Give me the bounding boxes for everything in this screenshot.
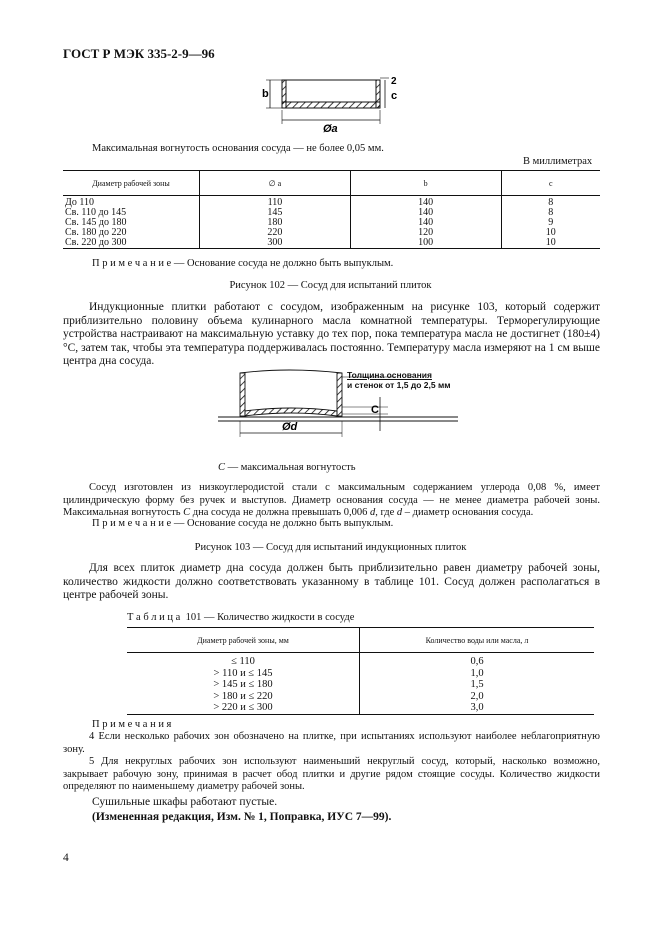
table1-cell: 180 <box>200 218 351 228</box>
paragraph-text: Для всех плиток диаметр дна сосуда должен быть приблизительно равен диаметру рабочей зоны, количество жидкости должно соответствовать указанному в таблице 101. Сосуд должен располагаться в центре рабочей зоны. <box>63 562 600 601</box>
table-row <box>127 668 594 680</box>
note-4: 4 Если несколько рабочих зон обозначено на плитке, при испытаниях используют наиболее неблагоприятную зону. <box>63 731 600 755</box>
table-row <box>63 218 600 228</box>
figure-103-legend <box>218 462 356 473</box>
table1-cell: 8 <box>501 208 600 218</box>
paragraph-induction <box>63 301 600 369</box>
table1-cell: 9 <box>501 218 600 228</box>
var-d: d <box>396 507 403 518</box>
table1-cell: 120 <box>350 228 501 238</box>
table-101-caption <box>127 612 354 623</box>
paragraph-vessel-material <box>63 482 600 520</box>
legend-text: — максимальная вогнутость <box>225 462 356 473</box>
table2-cell: ≤ 110 <box>231 656 255 667</box>
table2-cell: > 180 и ≤ 220 <box>213 690 273 702</box>
table2-header-zone: Диаметр рабочей зоны, мм <box>127 628 360 653</box>
paragraph-text: Индукционные плитки работают с сосудом, изображенным на рисунке 103, который содержит приблизительно половину объема кулинарного масла комнатной температуры. Терморегулирующие устройства настраивают на максимальную уставку до тех пор, пока температура масла не достигнет (180±4) °С, затем так, чтобы эта температура поддерживалась постоянно. Температуру масла измеряют на 1 см выше центра дна сосуда. <box>63 301 600 367</box>
amendment-note: (Измененная редакция, Изм. № 1, Поправка, ИУС 7—99). <box>92 811 392 823</box>
table-row <box>63 208 600 218</box>
figure-102-caption: Рисунок 102 — Сосуд для испытаний плиток <box>229 280 432 291</box>
table-row <box>127 653 594 668</box>
text-part: дна сосуда не должна превышать 0,006 <box>190 507 370 518</box>
table1-cell: Св. 145 до 180 <box>65 217 127 228</box>
table2-cell: 3,0 <box>360 702 595 714</box>
wall-label-line2: и стенок от 1,5 до 2,5 мм <box>347 380 451 390</box>
table1-header-b: b <box>350 171 501 196</box>
table2-header-volume: Количество воды или масла, л <box>360 628 595 653</box>
table1-cell: Св. 180 до 220 <box>65 227 127 238</box>
paragraph-all-hobs <box>63 562 600 603</box>
table2-cell: > 220 и ≤ 300 <box>127 702 360 714</box>
figure-103-caption: Рисунок 103 — Сосуд для испытаний индукционных плиток <box>194 542 467 553</box>
table2-cell: > 145 и ≤ 180 <box>213 679 273 690</box>
paragraph-text <box>63 482 600 520</box>
dim-2-label: 2 <box>391 76 397 87</box>
note-label: П р и м е ч а н и е <box>92 518 172 529</box>
wall-thickness-label <box>347 370 451 390</box>
page-number: 4 <box>63 852 69 864</box>
units-note: В миллиметрах <box>523 156 593 167</box>
dim-b-label: b <box>262 88 269 100</box>
table1-header-a: ∅ a <box>200 171 351 196</box>
text-part: Сосуд изготовлен из низкоуглеродистой стали с максимальным содержанием углерода 0,08 %, имеет цилиндрическую форму без ручек и выступов. Диаметр основания сосуда — не менее диаметра рабочей зоны. Максимальная вогнутость <box>63 482 600 518</box>
var-c: C <box>183 507 191 518</box>
dim-d-label: Ød <box>282 421 298 433</box>
notes-block <box>63 731 600 794</box>
caption-label: Т а б л и ц а <box>127 612 181 623</box>
table1-cell: 145 <box>200 208 351 218</box>
note-text: — Основание сосуда не должно быть выпуклым. <box>171 258 394 269</box>
table1-cell: 140 <box>350 218 501 228</box>
table-101-liquid-quantity <box>127 627 594 715</box>
table1-note <box>92 258 393 269</box>
table1-cell: 140 <box>350 196 501 209</box>
dim-a-label: Øa <box>323 123 338 134</box>
figure-103-note <box>92 518 393 529</box>
table2-cell: 0,6 <box>360 653 595 668</box>
table1-header-c: c <box>501 171 600 196</box>
table1-cell: Св. 110 до 145 <box>65 207 127 218</box>
paragraph-drying-cabinets: Сушильные шкафы работают пустые. <box>92 796 278 808</box>
caption-text: 101 — Количество жидкости в сосуде <box>185 612 355 623</box>
dim-c-label: C <box>371 404 379 416</box>
table1-cell: 220 <box>200 228 351 238</box>
dim-c-label: c <box>391 90 398 102</box>
table1-cell: Св. 220 до 300 <box>63 238 200 249</box>
table2-cell: 1,5 <box>360 679 595 691</box>
table1-cell: 100 <box>350 238 501 249</box>
figure-102-vessel-diagram <box>250 72 410 134</box>
table-row <box>127 702 594 714</box>
document-header: ГОСТ Р МЭК 335-2-9—96 <box>63 46 215 61</box>
notes-label: П р и м е ч а н и я <box>92 719 172 730</box>
note-label: П р и м е ч а н и е <box>92 258 172 269</box>
legend-letter: C <box>218 462 226 473</box>
table-row <box>63 228 600 238</box>
var-d: d <box>369 507 376 518</box>
table2-cell: > 110 и ≤ 145 <box>213 667 273 679</box>
max-bow-note: Максимальная вогнутость основания сосуда — не более 0,05 мм. <box>92 143 384 154</box>
table-row <box>127 691 594 703</box>
table1-cell: 8 <box>501 196 600 209</box>
table2-cell: 1,0 <box>360 668 595 680</box>
table-row <box>63 196 600 209</box>
wall-label-line1: Толщина основания <box>347 370 432 380</box>
table1-cell: 140 <box>350 208 501 218</box>
table1-cell: 300 <box>200 238 351 249</box>
table-row <box>63 238 600 249</box>
table2-cell: 2,0 <box>360 691 595 703</box>
text-part: , где <box>375 507 397 518</box>
table1-header-zone: Диаметр рабочей зоны <box>63 171 200 196</box>
table-row <box>127 679 594 691</box>
table1-cell: 110 <box>200 196 351 209</box>
table1-cell: 10 <box>501 228 600 238</box>
note-text: — Основание сосуда не должно быть выпуклым. <box>171 518 394 529</box>
table-figure-102-dimensions <box>63 170 600 249</box>
table1-cell: До 110 <box>65 197 94 208</box>
note-5: 5 Для некруглых рабочих зон используют наименьший некруглый сосуд, который, насколько возможно, закрывает рабочую зону, принимая в расчет обод плитки и другие рядом стоящие сосуды. Количество жидкости определяют по наименьшему диаметру рабочей зоны. <box>63 756 600 792</box>
text-part: – диаметр основания сосуда. <box>402 507 534 518</box>
table1-cell: 10 <box>501 238 600 249</box>
